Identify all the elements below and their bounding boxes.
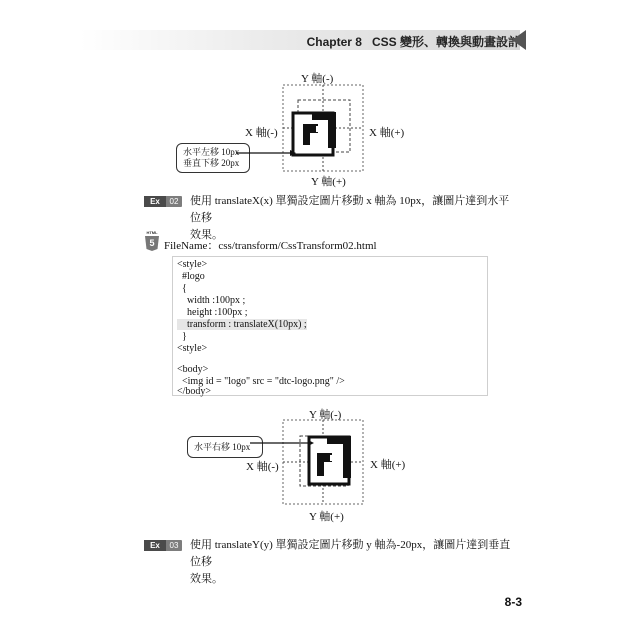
ex03-description	[190, 537, 520, 588]
ex03-badge-number: 03	[169, 541, 179, 550]
html5-icon-label: HTML	[146, 230, 158, 235]
code-line: <img id = "logo" src = "dtc-logo.png" />	[177, 376, 345, 387]
code-line: <style>	[177, 343, 208, 354]
ex03-line1: 使用 translateY(y) 單獨設定圖片移動 y 軸為-20px，讓圖片達到垂直位移	[190, 539, 511, 568]
code-line: <body>	[177, 364, 209, 375]
fig1-x-axis-left-label: X 軸(-)	[245, 127, 278, 139]
ex02-badge-label: Ex	[144, 196, 166, 207]
fig1-callout-line2: 垂直下移 20px	[183, 158, 240, 168]
page-number: 8-3	[504, 595, 522, 609]
chapter-number: Chapter 8	[306, 35, 362, 49]
code-line: height :100px ;	[177, 307, 248, 318]
fig2-y-axis-bottom-label: Y 軸(+)	[309, 511, 344, 523]
fig1-y-axis-top-label: Y 軸(-)	[301, 73, 334, 85]
fig2-y-axis-top-label: Y 軸(-)	[309, 409, 342, 421]
code-line: {	[177, 283, 187, 294]
ex02-line1: 使用 translateX(x) 單獨設定圖片移動 x 軸為 10px，讓圖片達到水平位移	[190, 195, 510, 224]
fig1-callout-line1: 水平左移 10px	[183, 147, 240, 157]
code-line-highlighted: transform : translateX(10px) ;	[177, 319, 307, 330]
fig2-x-axis-left-label: X 軸(-)	[246, 461, 279, 473]
code-line: width :100px ;	[177, 295, 246, 306]
ex02-badge-number: 02	[169, 197, 179, 206]
fig1-x-axis-right-label: X 軸(+)	[369, 127, 405, 139]
ex03-line2: 效果。	[190, 573, 223, 585]
chapter-title: CSS 變形、轉換與動畫設計	[371, 35, 520, 49]
code-line: #logo	[177, 271, 205, 282]
fig2-logo-icon	[309, 436, 351, 484]
fig2-x-axis-right-label: X 軸(+)	[370, 459, 406, 471]
file-name: FileName：css/transform/CssTransform02.html	[164, 240, 377, 252]
fig1-y-axis-bottom-label: Y 軸(+)	[311, 176, 346, 188]
svg-text:5: 5	[149, 238, 155, 248]
fig2-callout-text: 水平右移 10px	[194, 442, 251, 452]
code-line: }	[177, 331, 187, 342]
ex02-line2: 效果。	[190, 229, 223, 241]
ex03-badge	[144, 540, 182, 551]
code-line: <style>	[177, 259, 208, 270]
code-line: </body>	[177, 386, 212, 397]
ex03-badge-label: Ex	[144, 540, 166, 551]
